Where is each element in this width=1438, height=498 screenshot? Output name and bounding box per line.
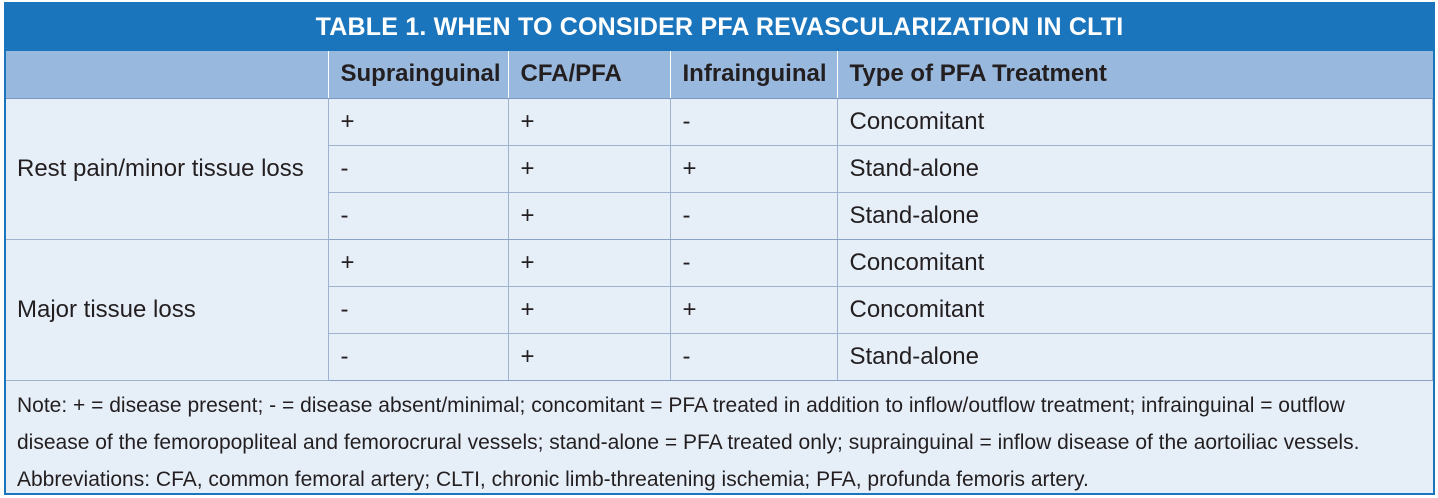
header-treatment-type: Type of PFA Treatment bbox=[837, 51, 1433, 98]
table-cell: Stand-alone bbox=[837, 192, 1433, 239]
header-row bbox=[6, 51, 1433, 98]
note-text: Note: + = disease present; - = disease absent/minimal; concomitant = PFA treated in addition to inflow/outflow treatment; infrainguinal = outflow disease of the femoropopliteal and femorocrural vessels; stand-alone = PFA treated only; suprainguinal = inflow disease of the aortoiliac vessels. bbox=[17, 394, 1360, 454]
table-cell: + bbox=[670, 145, 837, 192]
table-cell: - bbox=[670, 192, 837, 239]
header-suprainguinal: Suprainguinal bbox=[328, 51, 508, 98]
table-cell: + bbox=[670, 286, 837, 333]
table-cell: + bbox=[508, 239, 670, 286]
table-cell: Stand-alone bbox=[837, 333, 1433, 380]
table-cell: Concomitant bbox=[837, 239, 1433, 286]
table-row bbox=[6, 239, 1433, 286]
abbreviations-text: Abbreviations: CFA, common femoral artery; CLTI, chronic limb-threatening ischemia; PFA, profunda femoris artery. bbox=[17, 468, 1089, 491]
table-cell: Stand-alone bbox=[837, 145, 1433, 192]
table-cell: + bbox=[328, 239, 508, 286]
table-cell: + bbox=[508, 98, 670, 145]
table-cell: - bbox=[670, 333, 837, 380]
header-empty bbox=[6, 51, 328, 98]
table-cell: - bbox=[670, 239, 837, 286]
table-cell: - bbox=[328, 145, 508, 192]
table-frame bbox=[4, 2, 1435, 495]
table-cell: - bbox=[328, 286, 508, 333]
table-cell: + bbox=[508, 286, 670, 333]
header-infrainguinal: Infrainguinal bbox=[670, 51, 837, 98]
table-cell: - bbox=[328, 333, 508, 380]
table-title: TABLE 1. WHEN TO CONSIDER PFA REVASCULARIZATION IN CLTI bbox=[6, 4, 1433, 51]
table-cell: + bbox=[328, 98, 508, 145]
table-cell: Concomitant bbox=[837, 286, 1433, 333]
table-footnotes bbox=[6, 380, 1433, 498]
header-cfa-pfa: CFA/PFA bbox=[508, 51, 670, 98]
table-row bbox=[6, 98, 1433, 145]
table-cell: + bbox=[508, 333, 670, 380]
revascularization-table bbox=[6, 51, 1433, 381]
table-cell: + bbox=[508, 192, 670, 239]
group-label-major-tissue-loss: Major tissue loss bbox=[6, 239, 328, 380]
table-cell: Concomitant bbox=[837, 98, 1433, 145]
group-label-rest-pain: Rest pain/minor tissue loss bbox=[6, 98, 328, 239]
table-cell: - bbox=[328, 192, 508, 239]
table-cell: - bbox=[670, 98, 837, 145]
table-cell: + bbox=[508, 145, 670, 192]
